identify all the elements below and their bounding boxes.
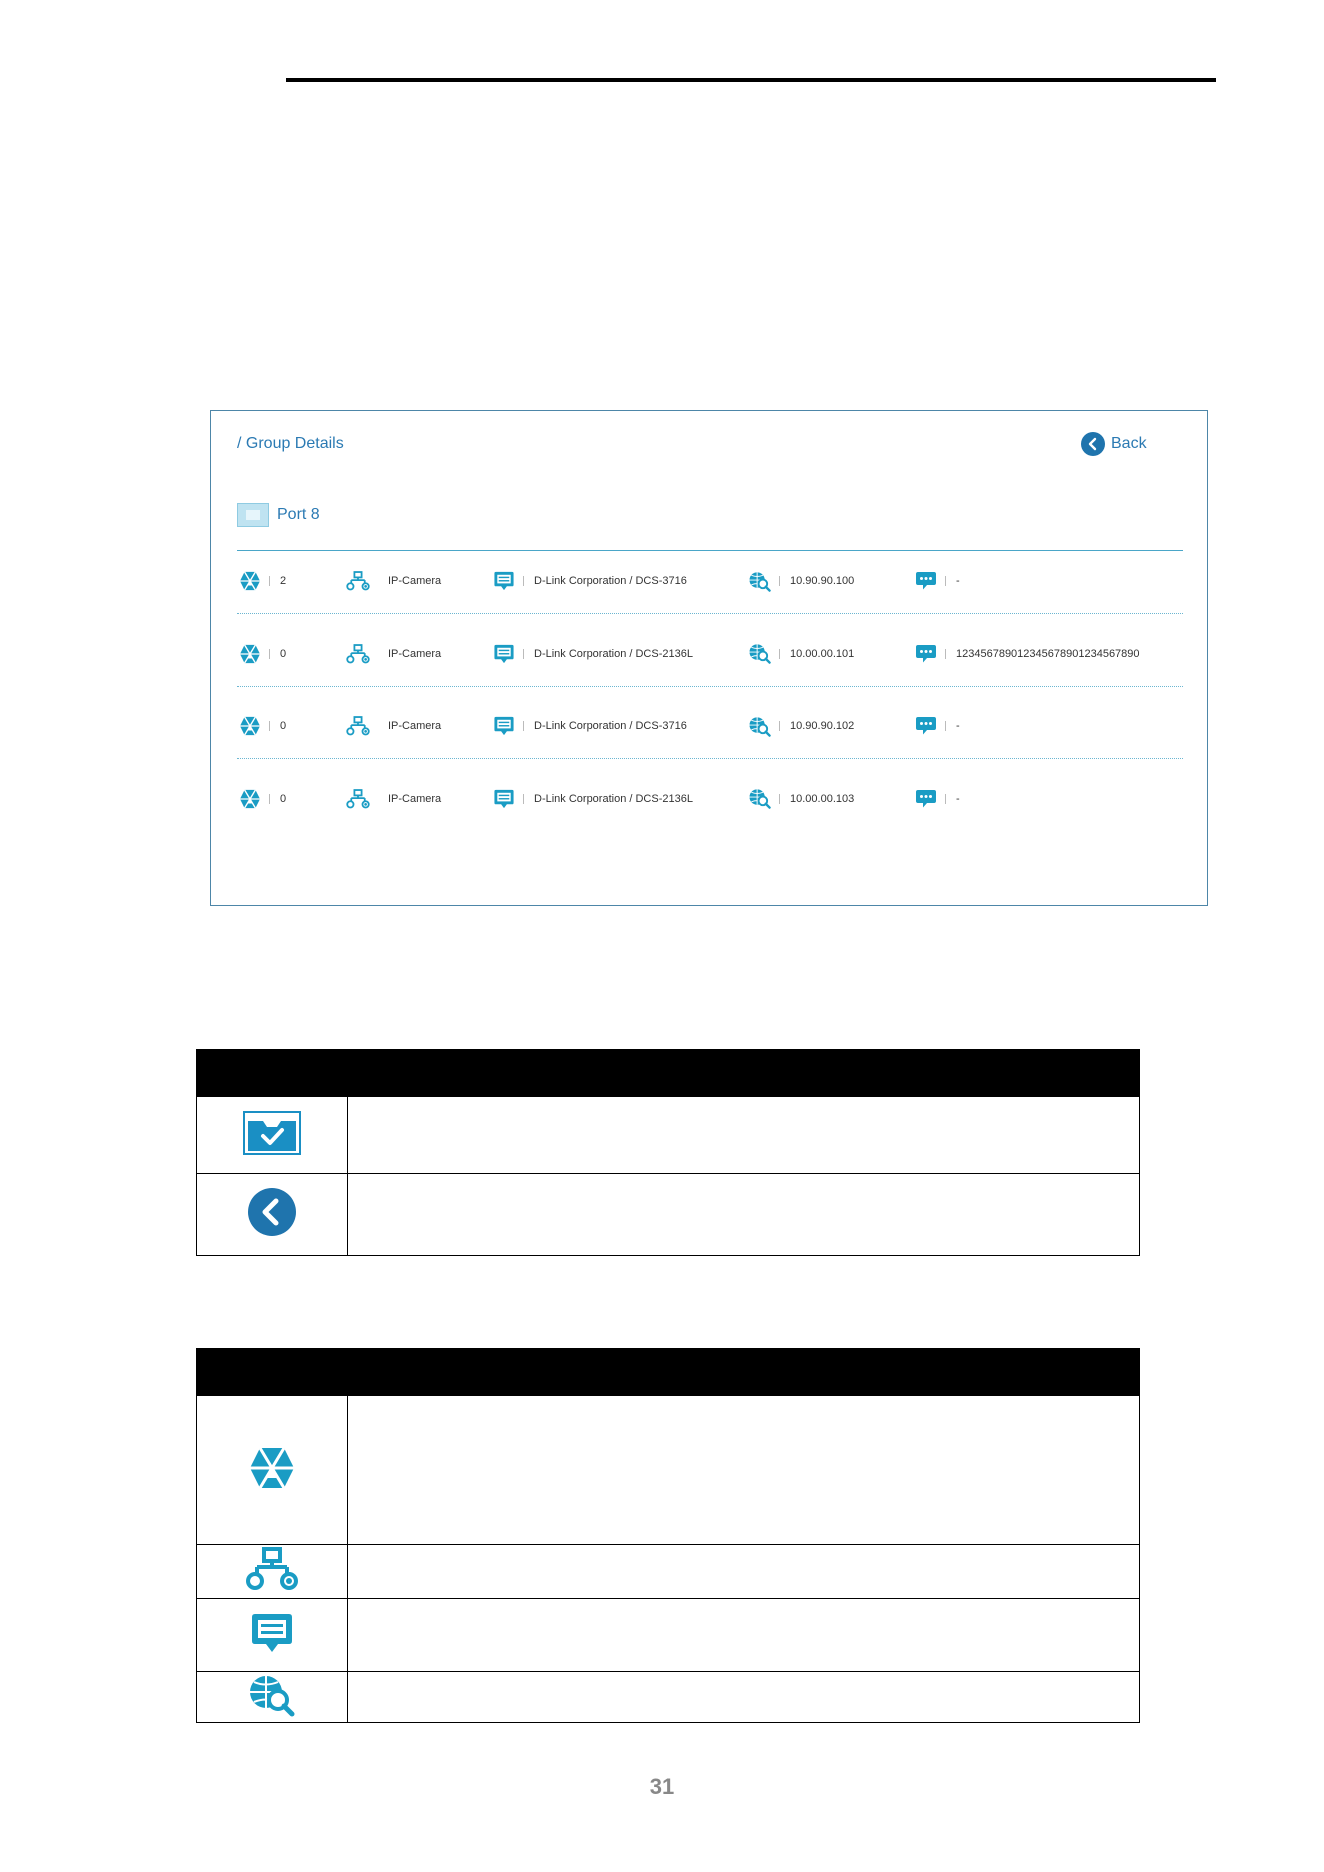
icon-cell (197, 1672, 348, 1723)
row-note: - (956, 720, 960, 732)
row-count-cell (237, 704, 286, 748)
separator (523, 576, 524, 586)
row-type-cell (345, 559, 441, 603)
chat-bubble-icon (913, 786, 939, 812)
hexagon-icon (248, 1446, 296, 1490)
chevron-left-icon (247, 1187, 297, 1237)
globe-search-icon (247, 1673, 297, 1717)
description-cell (348, 1545, 1140, 1599)
device-tree-icon (243, 1547, 301, 1591)
row-ip-cell (747, 559, 854, 603)
row-count: 0 (280, 792, 287, 805)
row-count: 0 (280, 720, 287, 732)
message-icon (491, 568, 517, 594)
device-tree-icon (345, 713, 371, 739)
hexagon-icon (237, 713, 263, 739)
table-header (197, 1349, 1140, 1396)
row-ip: 10.00.00.103 (790, 792, 855, 805)
separator (523, 794, 524, 804)
table-row[interactable] (237, 704, 1183, 748)
row-vendor-cell (491, 777, 693, 821)
table-row[interactable] (237, 559, 1183, 603)
message-icon (491, 713, 517, 739)
description-cell (348, 1174, 1140, 1256)
table-row (197, 1672, 1140, 1723)
separator (945, 794, 946, 804)
row-vendor: D-Link Corporation / DCS-3716 (534, 575, 687, 587)
message-icon (491, 786, 517, 812)
row-vendor-cell (491, 632, 693, 676)
row-count: 0 (280, 647, 287, 660)
chat-bubble-icon (913, 568, 939, 594)
separator (269, 721, 270, 731)
separator (945, 721, 946, 731)
row-note-cell (913, 632, 1140, 676)
message-icon (491, 641, 517, 667)
row-count-cell (237, 777, 286, 821)
row-note-cell (913, 777, 960, 821)
row-ip: 10.90.90.100 (790, 575, 855, 587)
separator (523, 649, 524, 659)
row-type: IP-Camera (388, 647, 442, 660)
globe-search-icon (747, 568, 773, 594)
separator (269, 576, 270, 586)
row-note-cell (913, 559, 960, 603)
icon-table-1 (196, 1049, 1140, 1256)
separator (779, 649, 780, 659)
separator (779, 721, 780, 731)
row-note: - (956, 792, 960, 805)
icon-cell (197, 1599, 348, 1672)
row-vendor-cell (491, 559, 687, 603)
separator (945, 649, 946, 659)
table-row (197, 1599, 1140, 1672)
table-row[interactable] (237, 632, 1183, 676)
icon-cell (197, 1174, 348, 1256)
chat-bubble-icon (913, 713, 939, 739)
row-ip: 10.00.00.101 (790, 647, 855, 660)
row-vendor: D-Link Corporation / DCS-2136L (534, 792, 693, 805)
row-note: - (956, 575, 960, 587)
row-count-cell (237, 632, 286, 676)
table-row (197, 1174, 1140, 1256)
device-tree-icon (345, 568, 371, 594)
separator (779, 576, 780, 586)
icon-table-2 (196, 1348, 1140, 1723)
description-cell (348, 1396, 1140, 1545)
globe-search-icon (747, 713, 773, 739)
row-type-cell (345, 704, 441, 748)
port-header (237, 503, 320, 527)
description-cell (348, 1097, 1140, 1174)
row-type: IP-Camera (388, 792, 442, 805)
icon-cell (197, 1396, 348, 1545)
page-number: 31 (649, 1774, 675, 1799)
icon-cell (197, 1545, 348, 1599)
breadcrumb[interactable]: / Group Details (237, 435, 344, 452)
row-vendor: D-Link Corporation / DCS-3716 (534, 720, 687, 732)
message-icon (249, 1610, 295, 1656)
row-type: IP-Camera (388, 575, 442, 587)
separator (269, 794, 270, 804)
table-row (197, 1545, 1140, 1599)
row-type-cell (345, 777, 441, 821)
row-vendor: D-Link Corporation / DCS-2136L (534, 647, 693, 660)
group-details-panel (210, 410, 1208, 906)
device-tree-icon (345, 786, 371, 812)
port-label: Port 8 (277, 506, 320, 523)
description-cell (348, 1599, 1140, 1672)
hexagon-icon (237, 786, 263, 812)
check-tray-icon (243, 1111, 301, 1155)
row-note-cell (913, 704, 960, 748)
device-tree-icon (345, 641, 371, 667)
separator (523, 721, 524, 731)
description-cell (348, 1672, 1140, 1723)
row-divider (237, 686, 1183, 687)
separator (945, 576, 946, 586)
icon-cell (197, 1097, 348, 1174)
back-label: Back (1111, 435, 1147, 452)
row-ip-cell (747, 777, 854, 821)
row-ip: 10.90.90.102 (790, 720, 855, 732)
separator (779, 794, 780, 804)
row-vendor-cell (491, 704, 687, 748)
chat-bubble-icon (913, 641, 939, 667)
chevron-left-icon (1081, 432, 1105, 456)
table-header (197, 1050, 1140, 1097)
globe-search-icon (747, 786, 773, 812)
row-ip-cell (747, 704, 854, 748)
row-type-cell (345, 632, 441, 676)
row-count-cell (237, 559, 286, 603)
row-note: 123456789012345678901234567890 (956, 647, 1140, 660)
row-divider (237, 758, 1183, 759)
row-count: 2 (280, 575, 287, 587)
port-divider (237, 550, 1183, 551)
separator (269, 649, 270, 659)
table-row (197, 1097, 1140, 1174)
port-icon (237, 503, 269, 527)
row-type: IP-Camera (388, 720, 442, 732)
top-rule (286, 78, 1216, 82)
hexagon-icon (237, 641, 263, 667)
row-divider (237, 613, 1183, 614)
row-ip-cell (747, 632, 854, 676)
table-row[interactable] (237, 777, 1183, 821)
back-button[interactable] (1081, 432, 1147, 456)
hexagon-icon (237, 568, 263, 594)
globe-search-icon (747, 641, 773, 667)
table-row (197, 1396, 1140, 1545)
